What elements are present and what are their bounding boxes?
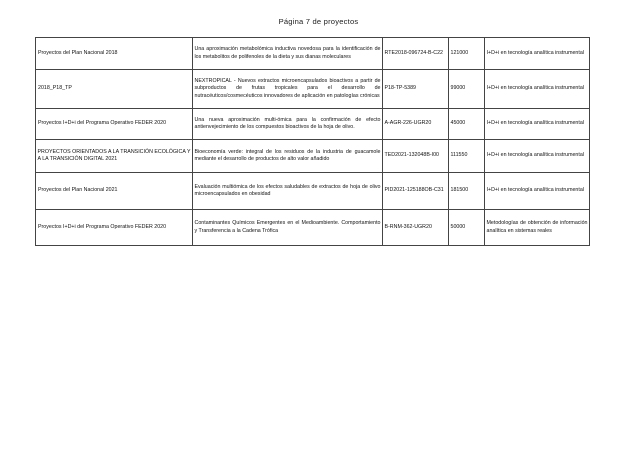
- titulo-cell: Una nueva aproximación multi-ómica para la confirmación de efecto antienvejecimiento de los compuestos bioactivos de la hoja de olivo.: [193, 109, 383, 140]
- referencia-cell: A-AGR-226-UGR20: [383, 109, 449, 140]
- programa-cell: 2018_P18_TP: [36, 70, 193, 109]
- area-cell: I+D+i en tecnología analítica instrumental: [485, 140, 590, 173]
- referencia-cell: RTE2018-096724-B-C22: [383, 38, 449, 70]
- projects-table: [35, 37, 590, 246]
- area-cell: I+D+i en tecnología analítica instrumental: [485, 38, 590, 70]
- referencia-cell: P18-TP-5389: [383, 70, 449, 109]
- area-cell: I+D+i en tecnología analítica instrumental: [485, 109, 590, 140]
- table-row: [36, 210, 590, 246]
- titulo-cell: Bioeconomía verde: integral de los residuos de la industria de guacamole mediante el desarrollo de productos de alto valor añadido: [193, 140, 383, 173]
- importe-cell: 45000: [449, 109, 485, 140]
- programa-cell: Proyectos I+D+i del Programa Operativo FEDER 2020: [36, 210, 193, 246]
- referencia-cell: TED2021-132048B-I00: [383, 140, 449, 173]
- referencia-cell: PID2021-125188OB-C31: [383, 173, 449, 210]
- titulo-cell: Evaluación multiómica de los efectos saludables de extractos de hoja de olivo microencapsulados en obesidad: [193, 173, 383, 210]
- area-cell: Metodologías de obtención de información analítica en sistemas reales: [485, 210, 590, 246]
- importe-cell: 99000: [449, 70, 485, 109]
- table-row: [36, 109, 590, 140]
- importe-cell: 111550: [449, 140, 485, 173]
- titulo-cell: Contaminantes Químicos Emergentes en el Medioambiente. Comportamiento y Transferencia a la Cadena Trófica: [193, 210, 383, 246]
- area-cell: I+D+i en tecnología analítica instrumental: [485, 70, 590, 109]
- table-row: [36, 38, 590, 70]
- titulo-cell: Una aproximación metabolómica inductiva novedosa para la identificación de los metabolitos de polifenoles de la dieta y sus dianas moleculares: [193, 38, 383, 70]
- importe-cell: 50000: [449, 210, 485, 246]
- programa-cell: Proyectos del Plan Nacional 2021: [36, 173, 193, 210]
- programa-cell: Proyectos I+D+i del Programa Operativo FEDER 2020: [36, 109, 193, 140]
- table-row: [36, 140, 590, 173]
- referencia-cell: B-RNM-362-UGR20: [383, 210, 449, 246]
- importe-cell: 181500: [449, 173, 485, 210]
- page-title: Página 7 de proyectos: [278, 17, 359, 26]
- titulo-cell: NEXTROPICAL - Nuevos extractos microencapsulados bioactivos a partir de subproductos de frutas tropicales para el desarrollo de nutracéuticos/cosmecéuticos innovadores de aplicación en patologías crónicas: [193, 70, 383, 109]
- table-row: [36, 70, 590, 109]
- table-row: [36, 173, 590, 210]
- importe-cell: 121000: [449, 38, 485, 70]
- programa-cell: Proyectos del Plan Nacional 2018: [36, 38, 193, 70]
- programa-cell: PROYECTOS ORIENTADOS A LA TRANSICIÓN ECOLÓGICA Y A LA TRANSICIÓN DIGITAL 2021: [36, 140, 193, 173]
- area-cell: I+D+i en tecnología analítica instrumental: [485, 173, 590, 210]
